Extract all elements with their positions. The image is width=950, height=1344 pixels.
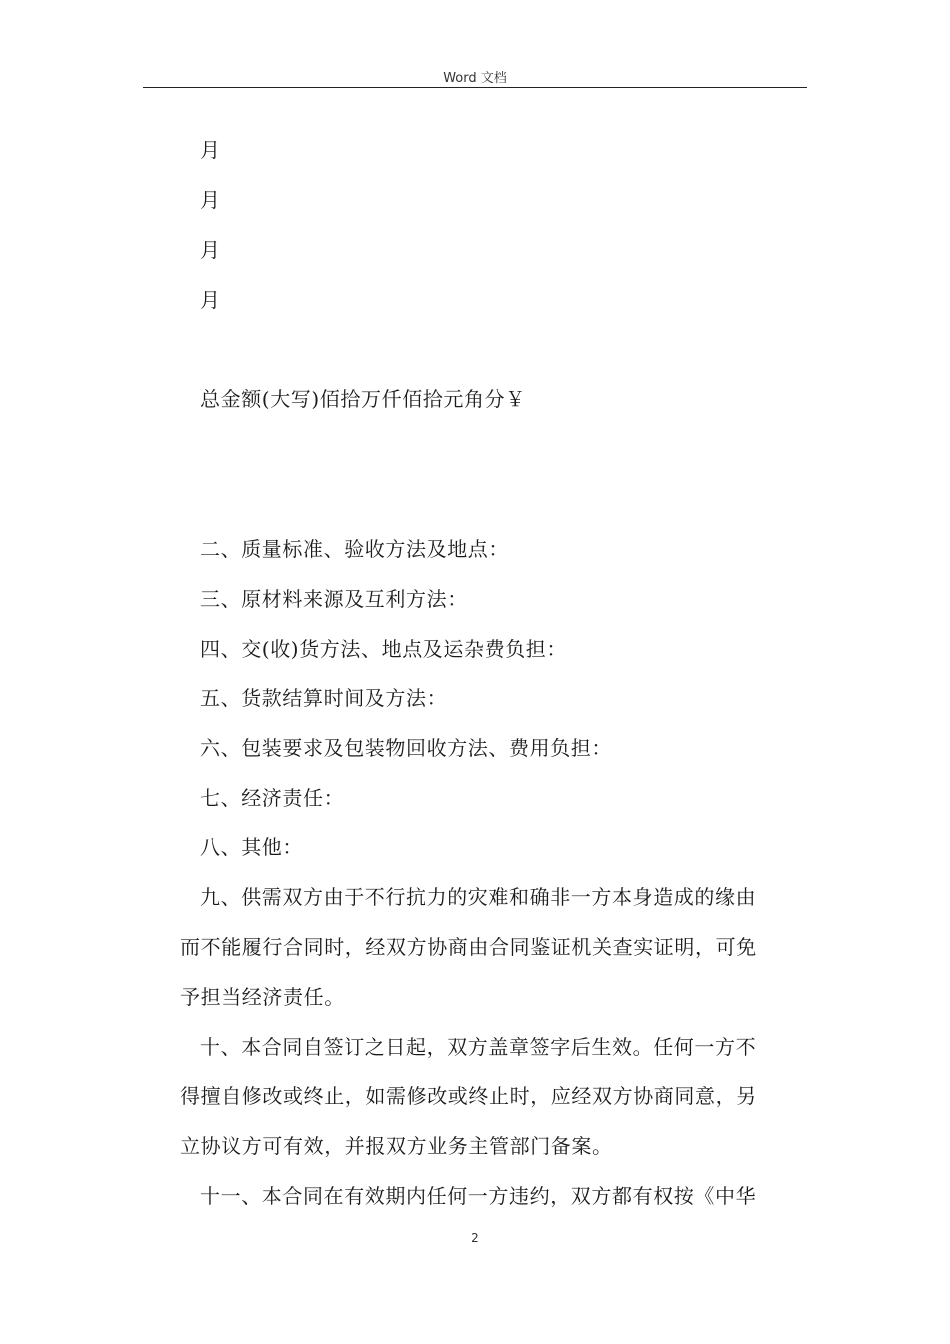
total-amount-line: 总金额(大写)佰拾万仟佰拾元角分￥	[200, 387, 526, 411]
clause-10-line-2: 得擅自修改或终止，如需修改或终止时，应经双方协商同意，另	[180, 1084, 757, 1108]
clause-2: 二、质量标准、验收方法及地点：	[200, 537, 509, 561]
clause-3: 三、原材料来源及互利方法：	[200, 587, 468, 611]
month-line-4: 月	[200, 288, 221, 312]
page-header-title: Word 文档	[443, 71, 507, 86]
month-line-3: 月	[200, 238, 221, 262]
month-line-2: 月	[200, 188, 221, 212]
header-divider	[143, 87, 807, 88]
clause-4: 四、交(收)货方法、地点及运杂费负担：	[200, 637, 568, 661]
page-number: 2	[471, 1231, 479, 1245]
clause-6: 六、包装要求及包装物回收方法、费用负担：	[200, 736, 612, 760]
clause-10-line-1: 十、本合同自签订之日起，双方盖章签字后生效。任何一方不	[200, 1035, 757, 1059]
clause-9-line-2: 而不能履行合同时，经双方协商由合同鉴证机关查实证明，可免	[180, 935, 757, 959]
clause-11-line-1: 十一、本合同在有效期内任何一方违约，双方都有权按《中华	[200, 1184, 757, 1208]
clause-9-line-3: 予担当经济责任。	[180, 985, 345, 1009]
clause-5: 五、货款结算时间及方法：	[200, 686, 448, 710]
month-line-1: 月	[200, 138, 221, 162]
clause-10-line-3: 立协议方可有效，并报双方业务主管部门备案。	[180, 1134, 613, 1158]
clause-8: 八、其他：	[200, 835, 303, 859]
clause-7: 七、经济责任：	[200, 786, 345, 810]
clause-9-line-1: 九、供需双方由于不行抗力的灾难和确非一方本身造成的缘由	[200, 885, 757, 909]
